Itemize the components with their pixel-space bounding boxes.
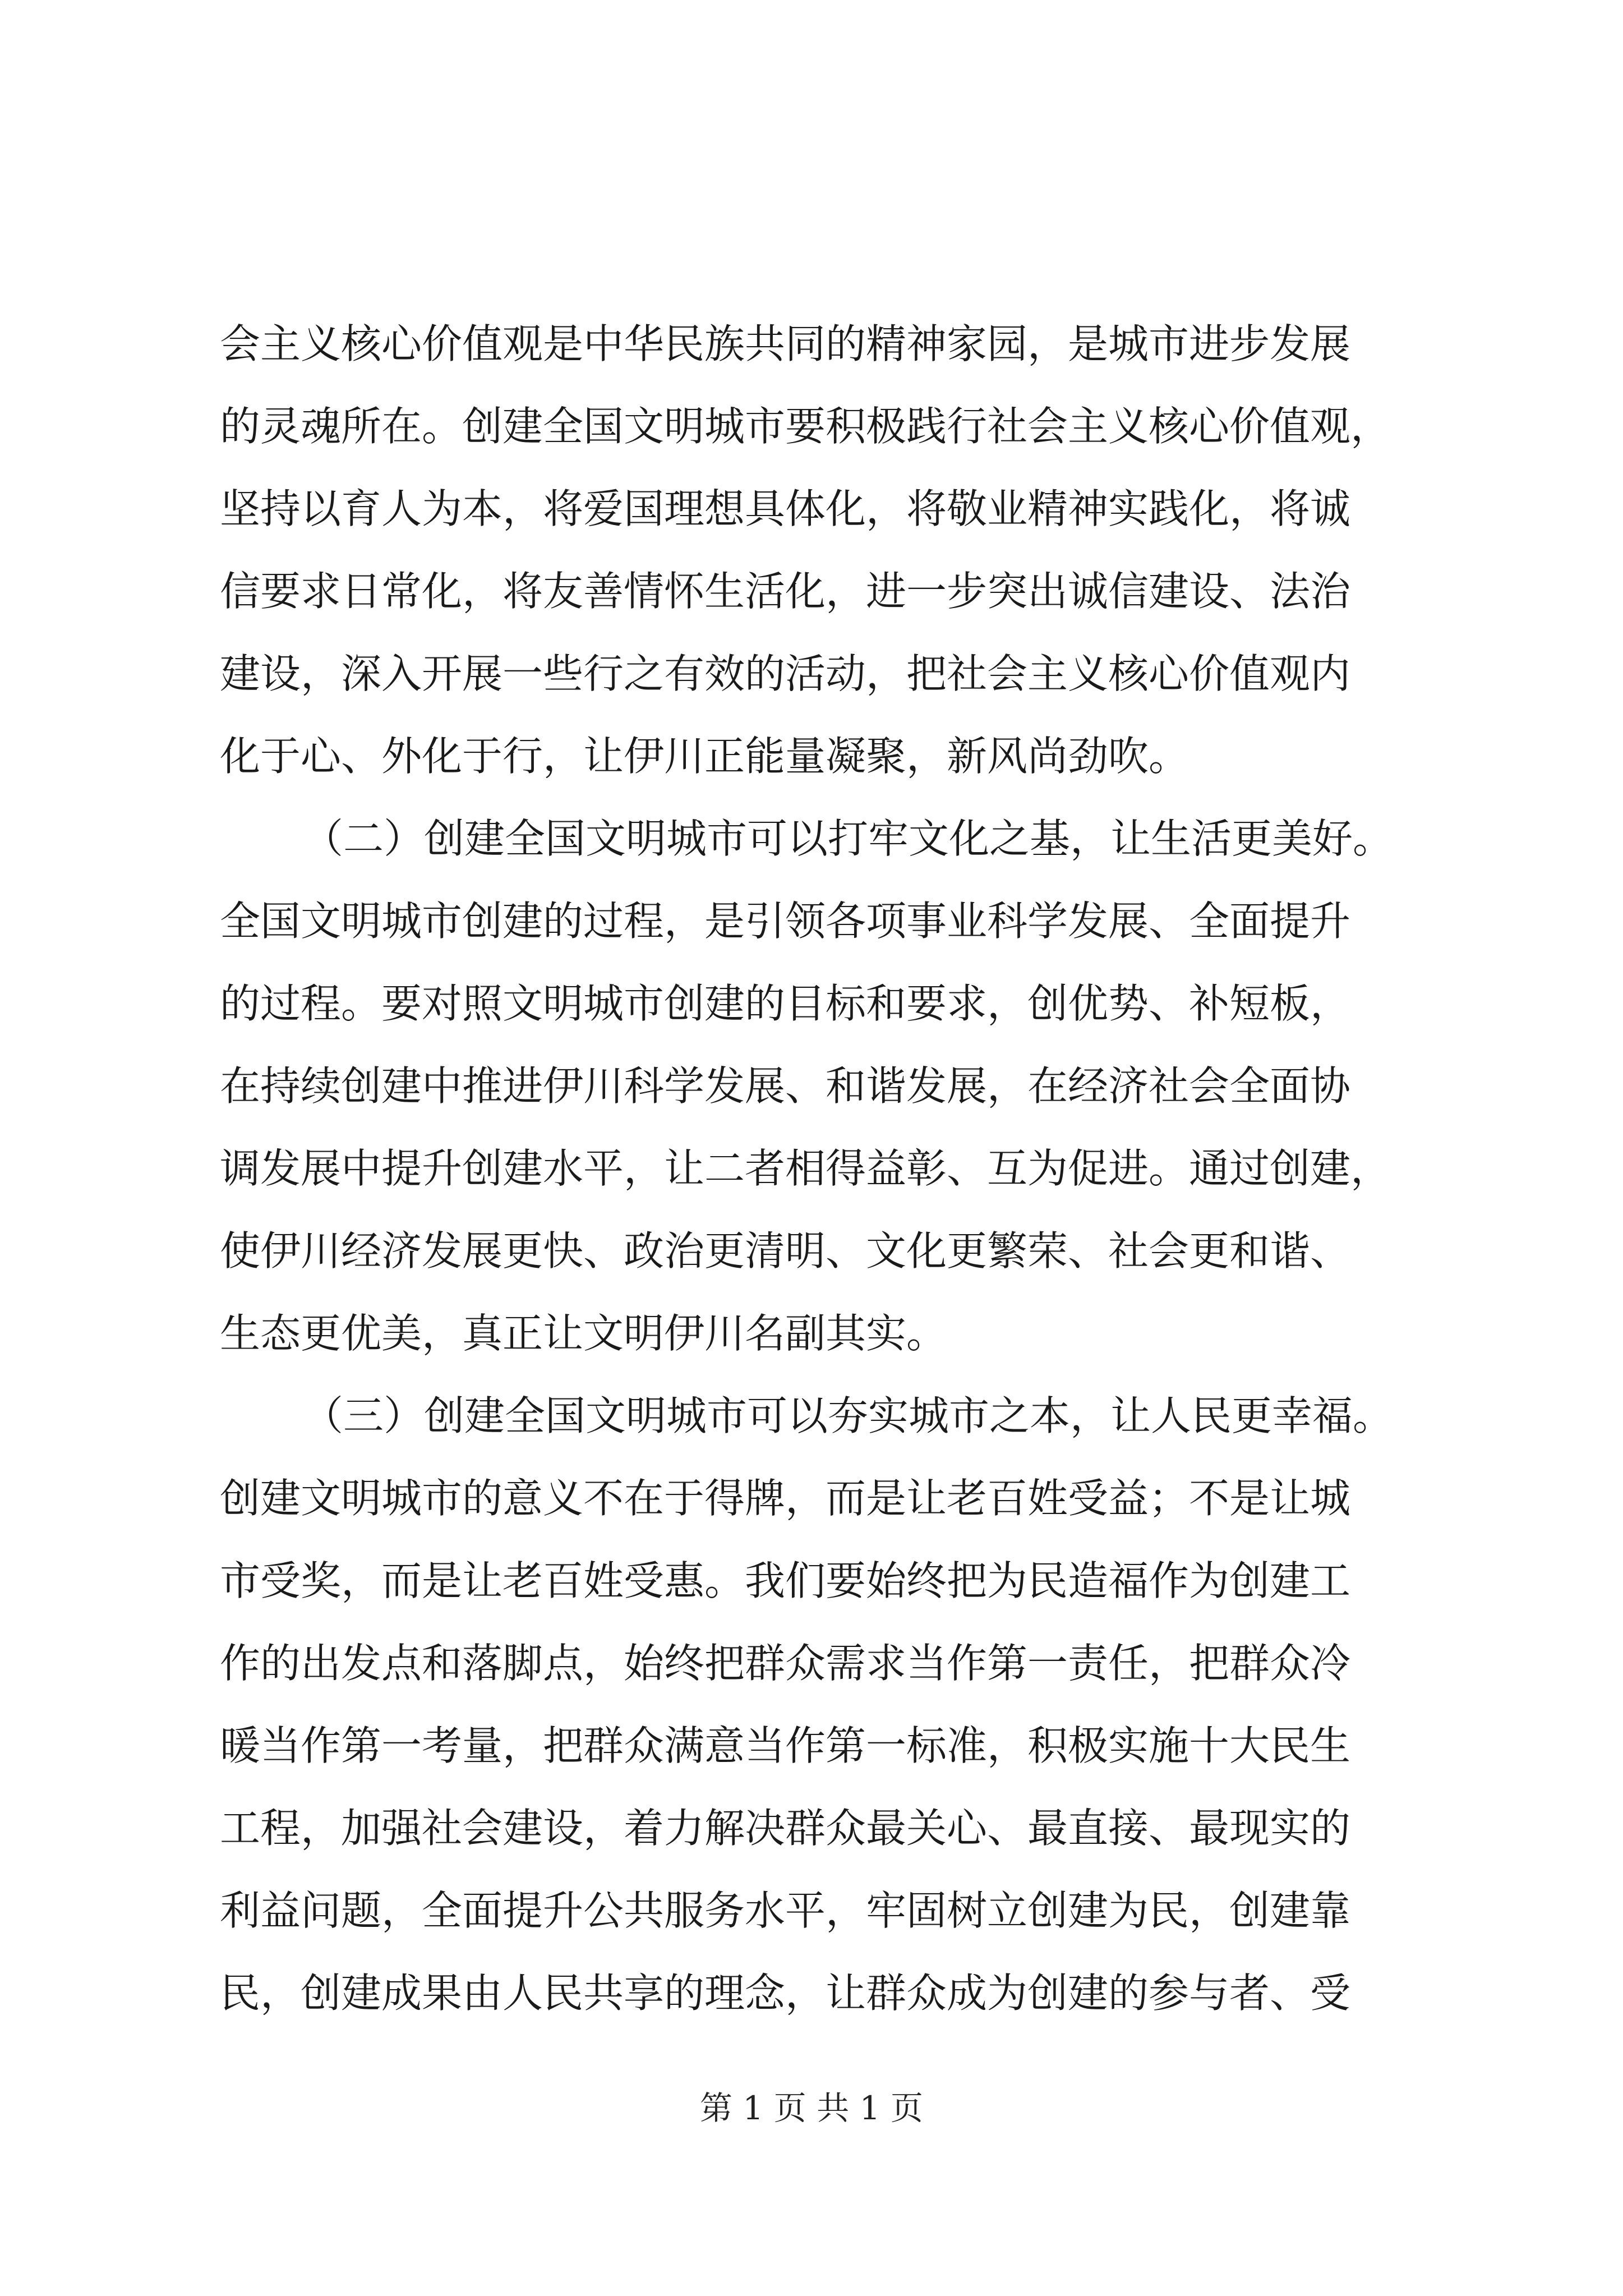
text-line: 民，创建成果由人民共享的理念，让群众成为创建的参与者、受	[220, 1970, 1351, 2017]
text-line: 全国文明城市创建的过程，是引领各项事业科学发展、全面提升	[220, 898, 1351, 945]
text-line: 在持续创建中推进伊川科学发展、和谐发展，在经济社会全面协	[220, 1062, 1351, 1110]
text-line: 的过程。要对照文明城市创建的目标和要求，创优势、补短板，	[220, 980, 1351, 1027]
body-text	[220, 303, 1482, 2035]
text-line: 调发展中提升创建水平，让二者相得益彰、互为促进。通过创建，	[220, 1145, 1391, 1192]
text-line: 的灵魂所在。创建全国文明城市要积极践行社会主义核心价值观，	[220, 403, 1391, 450]
text-line: 信要求日常化，将友善情怀生活化，进一步突出诚信建设、法治	[220, 568, 1351, 615]
text-line: 使伊川经济发展更快、政治更清明、文化更繁荣、社会更和谐、	[220, 1227, 1351, 1274]
text-line: 化于心、外化于行，让伊川正能量凝聚，新风尚劲吹。	[220, 733, 1189, 780]
text-line: 创建文明城市的意义不在于得牌，而是让老百姓受益；不是让城	[220, 1475, 1351, 1522]
text-line: 市受奖，而是让老百姓受惠。我们要始终把为民造福作为创建工	[220, 1557, 1351, 1604]
text-line: 工程，加强社会建设，着力解决群众最关心、最直接、最现实的	[220, 1805, 1351, 1852]
page-number-label: 第 1 页 共 1 页	[700, 2089, 923, 2127]
text-line: 作的出发点和落脚点，始终把群众需求当作第一责任，把群众冷	[220, 1640, 1351, 1687]
section-heading-line: （三）创建全国文明城市可以夯实城市之本，让人民更幸福。	[303, 1392, 1394, 1439]
text-line: 生态更优美，真正让文明伊川名副其实。	[220, 1310, 947, 1357]
text-line: 坚持以育人为本，将爱国理想具体化，将敬业精神实践化，将诚	[220, 485, 1351, 532]
text-line: 利益问题，全面提升公共服务水平，牢固树立创建为民，创建靠	[220, 1887, 1351, 1934]
page-footer	[0, 2086, 1623, 2131]
section-heading-line: （二）创建全国文明城市可以打牢文化之基，让生活更美好。	[303, 815, 1394, 862]
text-line: 暖当作第一考量，把群众满意当作第一标准，积极实施十大民生	[220, 1722, 1351, 1769]
text-line: 会主义核心价值观是中华民族共同的精神家园，是城市进步发展	[220, 320, 1351, 367]
text-line: 建设，深入开展一些行之有效的活动，把社会主义核心价值观内	[220, 650, 1351, 697]
